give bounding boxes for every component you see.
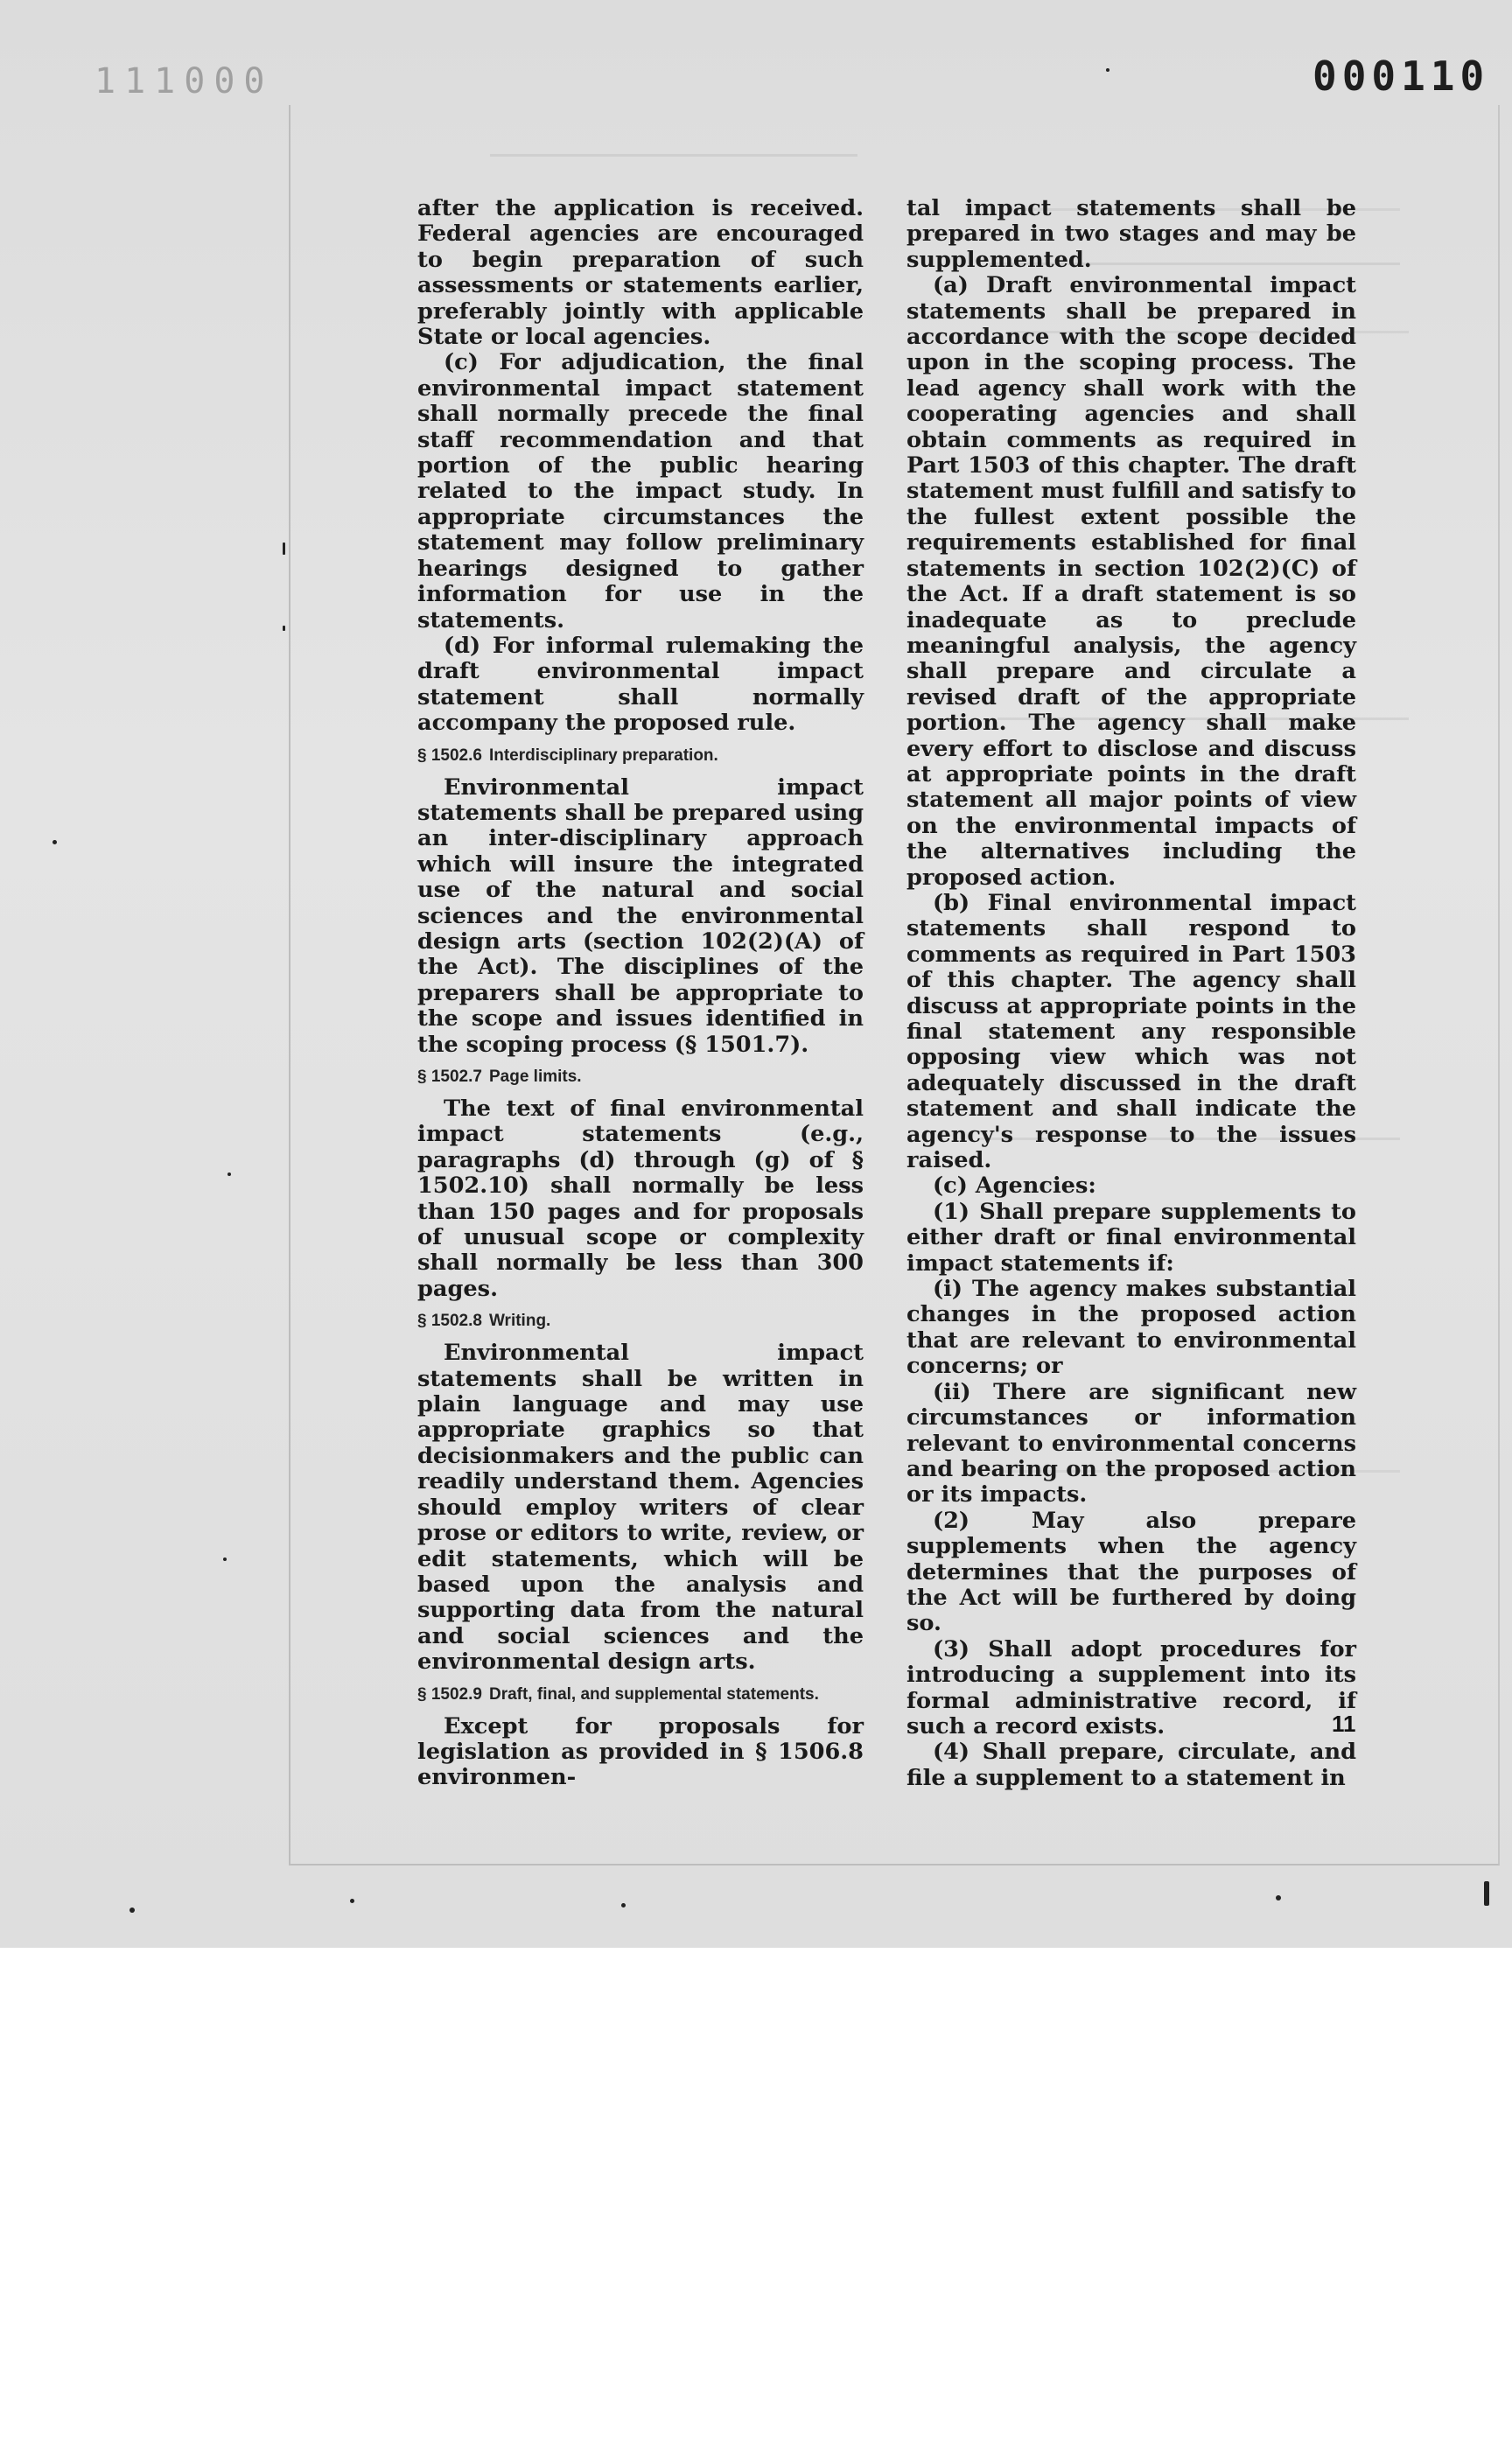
section-title: Draft, final, and supplemental statements.: [488, 1684, 819, 1704]
section-heading-1502-8: [417, 1311, 864, 1332]
section-title: Writing.: [488, 1312, 551, 1331]
paragraph: Environmental impact statements shall be prepared using an inter-disciplinary approach which will insure the integrated use of the natural and social sciences and the environmental design arts (section 102(2)(A) of the Act). The disciplines of the preparers shall be appropriate to the scope and issues identified in the scoping process (§ 1501.7).: [417, 774, 864, 1058]
paragraph: (c) Agencies:: [933, 1172, 1096, 1200]
stamp-number-left: 111000: [94, 61, 274, 102]
paragraph: Except for proposals for legislation as provided in § 1506.8 environmen-: [417, 1712, 864, 1791]
paragraph: (4) Shall prepare, circulate, and file a supplement to a statement in: [906, 1739, 1356, 1791]
section-title: Page limits.: [488, 1068, 582, 1086]
left-column: [417, 196, 864, 1791]
paragraph: after the application is received. Federal agencies are encouraged to begin preparation of such assessments or statements earlier, preferably jointly with applicable State or local agencies.: [417, 195, 864, 351]
section-number: § 1502.9: [417, 1684, 482, 1704]
paragraph: (ii) There are significant new circumstances or information relevant to environmental concerns and bearing on the proposed action or its impacts.: [906, 1378, 1356, 1508]
paragraph: (3) Shall adopt procedures for introducing a supplement into its formal administrative record, if such a record exists.: [906, 1635, 1356, 1740]
paragraph: The text of final environmental impact statements (e.g., paragraphs (d) through (g) of § 1502.10) shall normally be less than 150 pages and for proposals of unusual scope or complexity shall normally be less than 300 pages.: [417, 1096, 864, 1302]
paragraph: (i) The agency makes substantial changes in the proposed action that are relevant to environmental concerns; or: [906, 1276, 1356, 1380]
section-number: § 1502.8: [417, 1312, 482, 1331]
page-number: 11: [1332, 1711, 1356, 1737]
paragraph: tal impact statements shall be prepared in two stages and may be supplemented.: [906, 195, 1356, 273]
paragraph: (1) Shall prepare supplements to either draft or final environmental impact statements if:: [906, 1198, 1356, 1277]
stamp-number-right: 000110: [1312, 52, 1490, 100]
paragraph: (a) Draft environmental impact statements shall be prepared in accordance with the scope decided upon in the scoping process. The lead agency shall work with the cooperating agencies and shall obtain comments as required in Part 1503 of this chapter. The draft statement must fulfill and satisfy to the fullest extent possible the requirements established for final statements in section 102(2)(C) of the Act. If a draft statement is so inadequate as to preclude meaningful analysis, the agency shall prepare and circulate a revised draft of the appropriate portion. The agency shall make every effort to disclose and discuss at appropriate points in the draft statement all major points of view on the environmental impacts of the alternatives including the proposed action.: [906, 272, 1356, 891]
paragraph: Environmental impact statements shall be written in plain language and may use appropriate graphics so that decisionmakers and the public can readily understand them. Agencies should employ writers of clear prose or editors to write, review, or edit statements, which will be based upon the analysis and supporting data from the natural and social sciences and the environmental design arts.: [417, 1340, 864, 1676]
paragraph: (c) For adjudication, the final environmental impact statement shall normally precede the final staff recommendation and that portion of the public hearing related to the impact study. In appropriate circumstances the statement may follow preliminary hearings designed to gather information for use in the statements.: [417, 349, 864, 634]
paragraph: (b) Final environmental impact statements shall respond to comments as required in Part 1503 of this chapter. The agency shall discuss at appropriate points in the final statement any responsible opposing view which was not adequately discussed in the draft statement and shall indicate the agency's response to the issues raised.: [906, 889, 1356, 1174]
section-number: § 1502.6: [417, 746, 482, 765]
section-heading-1502-9: [417, 1684, 864, 1705]
section-heading-1502-7: [417, 1067, 864, 1088]
section-heading-1502-6: [417, 746, 864, 766]
right-column: [906, 196, 1356, 1791]
section-title: Interdisciplinary preparation.: [488, 746, 718, 765]
section-number: § 1502.7: [417, 1068, 482, 1086]
paragraph: (d) For informal rulemaking the draft environmental impact statement shall normally accompany the proposed rule.: [417, 632, 864, 737]
paragraph: (2) May also prepare supplements when the agency determines that the purposes of the Act will be furthered by doing so.: [906, 1507, 1356, 1637]
